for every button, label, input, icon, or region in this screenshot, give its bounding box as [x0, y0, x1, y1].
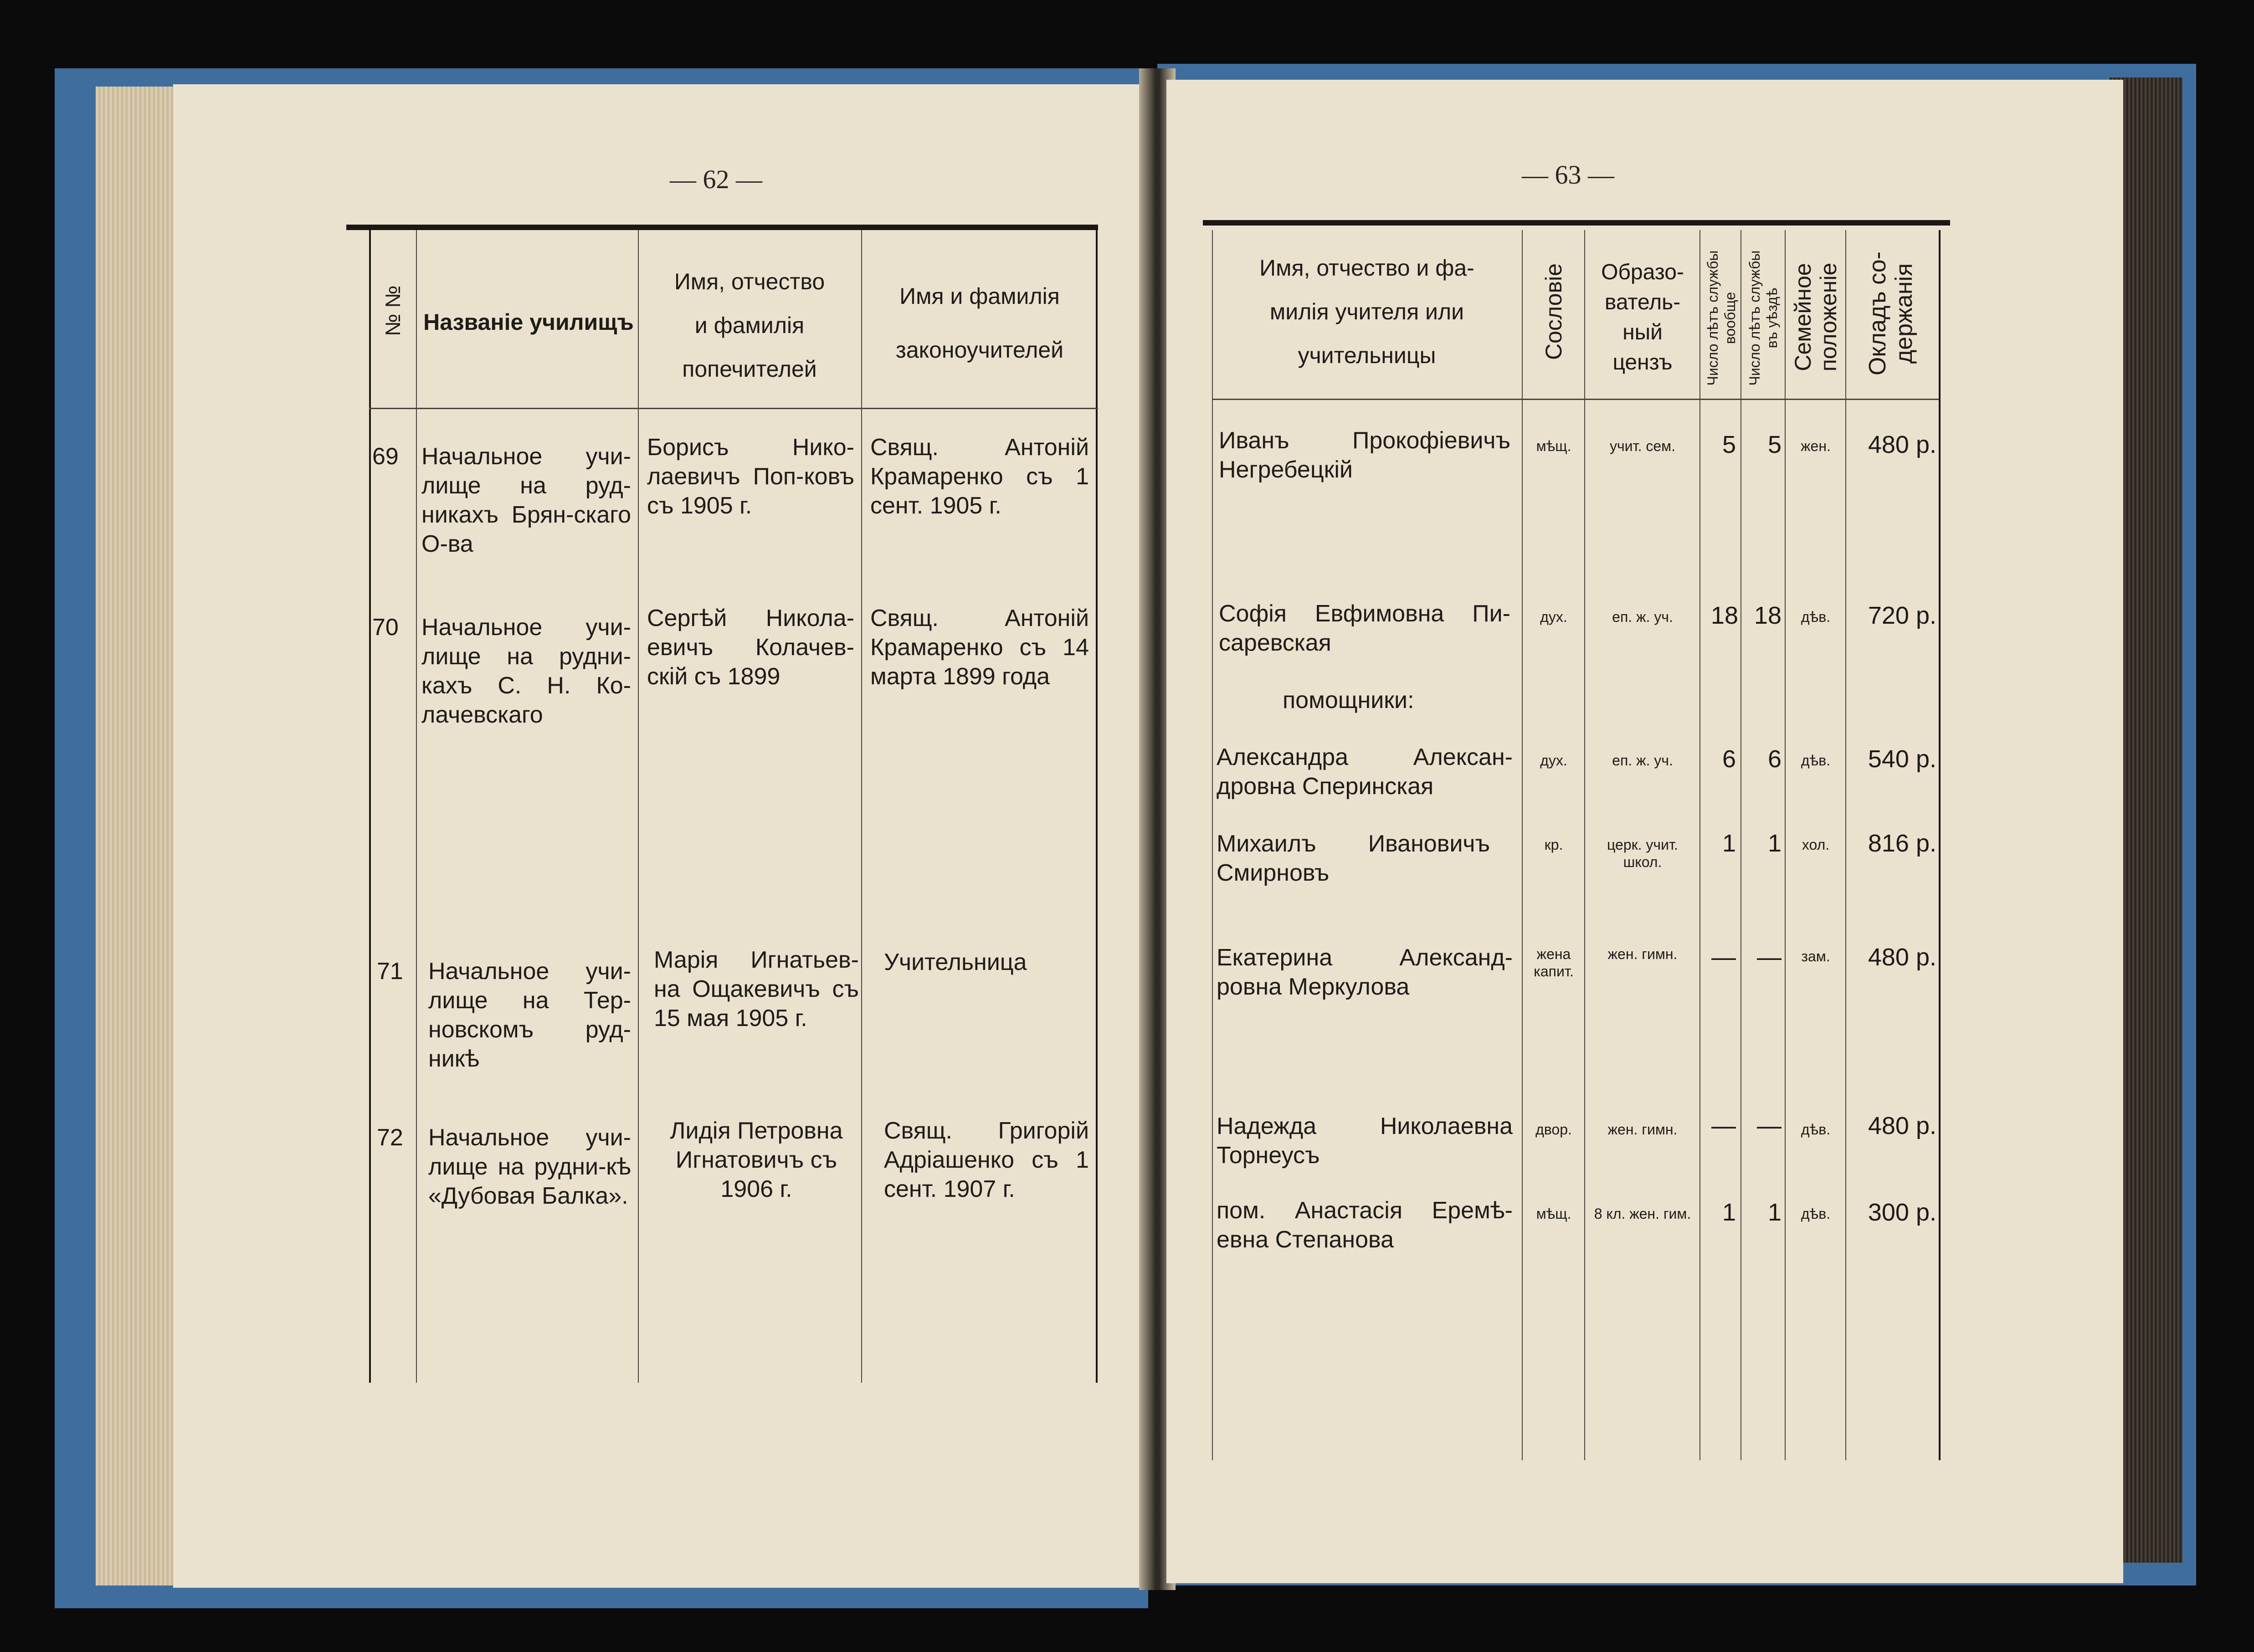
education: жен. гимн. [1607, 946, 1678, 962]
education: еп. ж. уч. [1612, 752, 1673, 769]
salary: 720 р. [1868, 602, 1936, 629]
salary: 480 р. [1868, 1112, 1936, 1139]
priest-name: Свящ. Антоній Крамаренко съ 14 марта 1899 года [870, 605, 1089, 690]
header-salary-line: Окладъ со- [1864, 251, 1891, 376]
estate: мѣщ. [1536, 1206, 1571, 1222]
salary: 540 р. [1868, 745, 1936, 773]
years-total: 1 [1722, 1199, 1736, 1226]
family-status: дѣв. [1801, 752, 1831, 769]
column-line [1939, 230, 1941, 1460]
header-years-total-line: Число лѣтъ службы [1705, 250, 1721, 386]
header-family [1790, 237, 1841, 397]
header-salary [1864, 234, 1917, 393]
family-status: дѣв. [1801, 1121, 1831, 1138]
priest-name: Свящ. Григорій Адріашенко съ 1 сент. 1907 г. [884, 1118, 1089, 1202]
education: еп. ж. уч. [1612, 609, 1673, 625]
header-years-uezd [1746, 238, 1781, 398]
years-total: 5 [1722, 431, 1736, 458]
years-uezd: 1 [1767, 830, 1782, 857]
header-education-line: цензъ [1612, 350, 1673, 375]
years-total: 1 [1722, 830, 1736, 857]
column-line [1522, 230, 1523, 1460]
header-education [1588, 257, 1697, 378]
header-trustee [642, 260, 857, 391]
years-uezd: 5 [1767, 431, 1782, 458]
column-line [1212, 230, 1213, 1460]
family-status: зам. [1801, 948, 1830, 965]
education: церк. учит. школ. [1607, 836, 1678, 870]
header-years-uezd-line: Число лѣтъ службы [1746, 250, 1763, 386]
years-total: 18 [1710, 602, 1738, 629]
row-number: 71 [377, 958, 403, 985]
page-number: — 63 — [1522, 160, 1614, 190]
header-years-total-line: вообще [1722, 292, 1738, 344]
header-estate: Сословіе [1541, 263, 1566, 360]
salary: 816 р. [1868, 830, 1936, 857]
teacher-name: Александра Алексан-дровна Сперинская [1217, 744, 1513, 800]
salary: 480 р. [1868, 431, 1936, 458]
header-priest-line: законоучителей [895, 337, 1064, 363]
column-line [1845, 230, 1846, 1460]
trustee-name: Сергѣй Никола-евичъ Колачев-скій съ 1899 [647, 605, 854, 690]
header-trustee-line: и фамилія [694, 313, 805, 338]
school-name: Начальное учи-лище на руд-никахъ Брян-скаго О-ва [421, 443, 631, 557]
header-salary-line: держанія [1891, 263, 1917, 364]
years-total: — [1711, 944, 1736, 971]
estate: жена капит. [1534, 946, 1574, 980]
left-page [173, 84, 1153, 1588]
family-status: жен. [1801, 438, 1831, 454]
years-total: 6 [1722, 745, 1736, 773]
trustee-name: Марія Игнатьев-на Ощакевичъ съ 15 мая 1905 г. [654, 947, 859, 1031]
years-uezd: 1 [1767, 1199, 1782, 1226]
header-trustee-line: попечителей [682, 356, 817, 382]
column-line [638, 230, 639, 1383]
column-line [1584, 230, 1585, 1460]
row-number: 72 [377, 1124, 403, 1151]
estate: кр. [1544, 836, 1563, 853]
header-teacher-line: Имя, отчество и фа- [1259, 255, 1474, 281]
header-education-line: Образо- [1601, 260, 1684, 284]
years-uezd: 6 [1767, 745, 1782, 773]
header-rule [369, 408, 1098, 409]
column-line [861, 230, 862, 1383]
years-uezd: — [1757, 944, 1782, 971]
estate: дух. [1540, 609, 1567, 625]
salary: 480 р. [1868, 944, 1936, 971]
estate: дух. [1540, 752, 1567, 769]
education: учит. сем. [1609, 438, 1676, 454]
estate: двор. [1535, 1121, 1572, 1138]
estate: мѣщ. [1536, 438, 1571, 454]
header-priest [866, 264, 1094, 372]
years-total: — [1711, 1112, 1736, 1139]
column-line [416, 230, 417, 1383]
table-top-rule [346, 225, 1098, 230]
teacher-name: Екатерина Александ-ровна Меркулова [1217, 944, 1513, 1000]
header-education-line: ватель- [1604, 290, 1681, 314]
row-number: 69 [372, 443, 399, 470]
header-number: № № [381, 285, 405, 336]
header-teacher-line: милія учителя или [1269, 299, 1464, 324]
teacher-name: Иванъ Прокофіевичъ Негребецкій [1219, 427, 1510, 483]
trustee-name: Борисъ Нико-лаевичъ Поп-ковъ съ 1905 г. [647, 434, 854, 519]
teacher-name: Софія Евфимовна Пи-саревская [1219, 600, 1510, 656]
header-family-line: Семейное [1790, 263, 1816, 371]
teacher-name: пом. Анастасія Еремѣ-евна Степанова [1217, 1197, 1513, 1253]
column-line [1699, 230, 1700, 1460]
column-line [1785, 230, 1786, 1460]
header-years-total [1704, 238, 1739, 398]
trustee-name: Лидія Петровна Игнатовичъ съ 1906 г. [670, 1118, 843, 1202]
education: 8 кл. жен. гим. [1594, 1206, 1691, 1222]
school-name: Начальное учи-лище на рудни-кахъ С. Н. Ко-лачевскаго [421, 614, 631, 728]
school-name: Начальное учи-лище на Тер-новскомъ руд-никѣ [428, 958, 631, 1072]
family-status: дѣв. [1801, 609, 1831, 625]
assistants-label: помощники: [1283, 687, 1414, 713]
header-teacher [1217, 246, 1517, 377]
family-status: дѣв. [1801, 1206, 1831, 1222]
table-top-rule [1203, 220, 1950, 226]
row-number: 70 [372, 614, 399, 641]
page-number: — 62 — [670, 164, 762, 194]
teacher-name: Надежда Николаевна Торнеусъ [1217, 1113, 1513, 1169]
column-line [369, 230, 371, 1383]
header-trustee-line: Имя, отчество [674, 269, 825, 294]
years-uezd: — [1757, 1112, 1782, 1139]
header-teacher-line: учительницы [1298, 343, 1436, 368]
school-name: Начальное учи-лище на рудни-кѣ «Дубовая Балка». [428, 1124, 631, 1209]
header-school: Названіе училищъ [423, 309, 634, 335]
years-uezd: 18 [1754, 602, 1782, 629]
teacher-name: Михаилъ Ивановичъ Смирновъ [1217, 831, 1490, 886]
priest-name: Свящ. Антоній Крамаренко съ 1 сент. 1905 г. [870, 434, 1089, 519]
family-status: хол. [1802, 836, 1830, 853]
priest-name: Учительница [884, 949, 1027, 975]
header-years-uezd-line: въ уѣздѣ [1764, 287, 1780, 349]
header-family-line: положеніе [1816, 262, 1841, 372]
header-rule [1212, 399, 1939, 400]
education: жен. гимн. [1607, 1121, 1678, 1138]
header-education-line: ный [1622, 320, 1663, 344]
salary: 300 р. [1868, 1199, 1936, 1226]
header-priest-line: Имя и фамилія [899, 283, 1060, 309]
right-page [1166, 80, 2123, 1583]
column-line [1096, 230, 1098, 1383]
